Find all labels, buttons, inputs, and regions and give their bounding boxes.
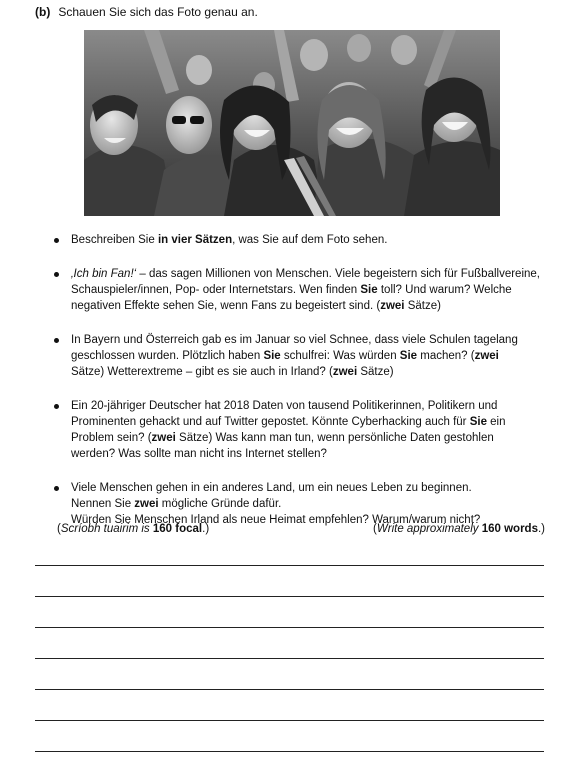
bullet-line [71,232,549,248]
answer-line[interactable] [35,689,544,690]
text-run: Sätze) Wetterextreme – gibt es sie auch in Irland? ( [71,366,333,378]
text-run: ( [373,523,377,535]
text-run: Sätze) [357,366,394,378]
bullet-item-1 [54,232,549,248]
bullet-line [71,430,549,446]
bullet-line [71,332,549,348]
text-run: schulfrei: Was würden [280,350,400,362]
bold-emphasis: 160 focal [152,523,203,535]
text-run: Schauspieler/innen, Pop- oder Internetstars. Wen finden [71,284,361,296]
text-run: Problem sein? ( [71,432,152,444]
bold-emphasis: in vier Sätzen [157,234,233,246]
bullet-dot-icon [54,338,59,343]
bold-emphasis: Sie [360,284,378,296]
bold-emphasis: zwei [474,350,499,362]
text-run: .) [202,523,210,535]
bold-emphasis: Sie [399,350,418,362]
bullet-line [71,298,549,314]
text-run: machen? ( [417,350,475,362]
bold-emphasis: Sie [469,416,487,428]
text-run: Beschreiben Sie [71,234,158,246]
question-instruction: Schauen Sie sich das Foto genau an. [58,5,258,19]
word-count-note [57,521,545,537]
text-run: geschlossen wurden. Plötzlich haben [71,350,264,362]
answer-line[interactable] [35,751,544,752]
bullet-item-4 [54,398,549,462]
text-run: ein [486,416,506,428]
task-bullet-list [54,232,549,546]
italic-emphasis: Write approximately [376,523,479,535]
italic-emphasis: ‚Ich bin Fan!‘ [71,268,137,280]
bold-emphasis: zwei [332,366,358,378]
bullet-dot-icon [54,486,59,491]
answer-line[interactable] [35,658,544,659]
bullet-line [71,414,549,430]
text-run: Sätze) Was kann man tun, wenn persönliche Daten gestohlen [175,432,494,444]
text-run: werden? Was sollte man nicht ins Internet stellen? [71,448,327,460]
text-run: , was Sie auf dem Foto sehen. [232,234,388,246]
bold-emphasis: zwei [151,432,176,444]
bullet-line [71,496,549,512]
bullet-item-2 [54,266,549,314]
bullet-dot-icon [54,404,59,409]
text-run: Ein 20-jähriger Deutscher hat 2018 Daten von tausend Politikerinnen, Politikern und [71,400,498,412]
word-count-english [373,521,545,537]
answer-line[interactable] [35,627,544,628]
text-run: Nennen Sie [71,498,135,510]
bullet-line [71,364,549,380]
text-run: – das sagen Millionen von Menschen. Viele begeistern sich für Fußballvereine, [136,268,540,280]
bullet-line [71,398,549,414]
question-heading [35,4,258,20]
bold-emphasis: Sie [263,350,281,362]
answer-line[interactable] [35,596,544,597]
bullet-item-3 [54,332,549,380]
answer-line[interactable] [35,720,544,721]
bold-emphasis: 160 words [481,523,538,535]
text-run: Prominenten gehackt und auf Twitter gepostet. Könnte Cyberhacking auch für [71,416,470,428]
text-run: Viele Menschen gehen in ein anderes Land, um ein neues Leben zu beginnen. [71,482,472,494]
bullet-line [71,446,549,462]
italic-emphasis: Scríobh tuairim is [60,523,150,535]
bullet-line [71,282,549,298]
fans-photo [84,30,500,216]
text-run: ( [57,523,61,535]
text-run: negativen Effekte sehen Sie, wenn Fans zu begeistert sind. ( [71,300,381,312]
question-part-label: (b) [35,5,51,19]
bullet-line [71,348,549,364]
bullet-line [71,480,549,496]
answer-line[interactable] [35,565,544,566]
word-count-irish [57,521,209,537]
bold-emphasis: zwei [380,300,405,312]
text-run: .) [537,523,545,535]
bullet-line [71,266,549,282]
bold-emphasis: zwei [134,498,159,510]
bullet-dot-icon [54,272,59,277]
text-run: In Bayern und Österreich gab es im Januar so viel Schnee, dass viele Schulen tagelang [71,334,518,346]
text-run: Sätze) [404,300,441,312]
text-run: mögliche Gründe dafür. [158,498,282,510]
bullet-dot-icon [54,238,59,243]
text-run: Würden Sie Menschen Irland als neue Heimat empfehlen? Warum/warum nicht? [71,514,481,526]
text-run: toll? Und warum? Welche [377,284,512,296]
